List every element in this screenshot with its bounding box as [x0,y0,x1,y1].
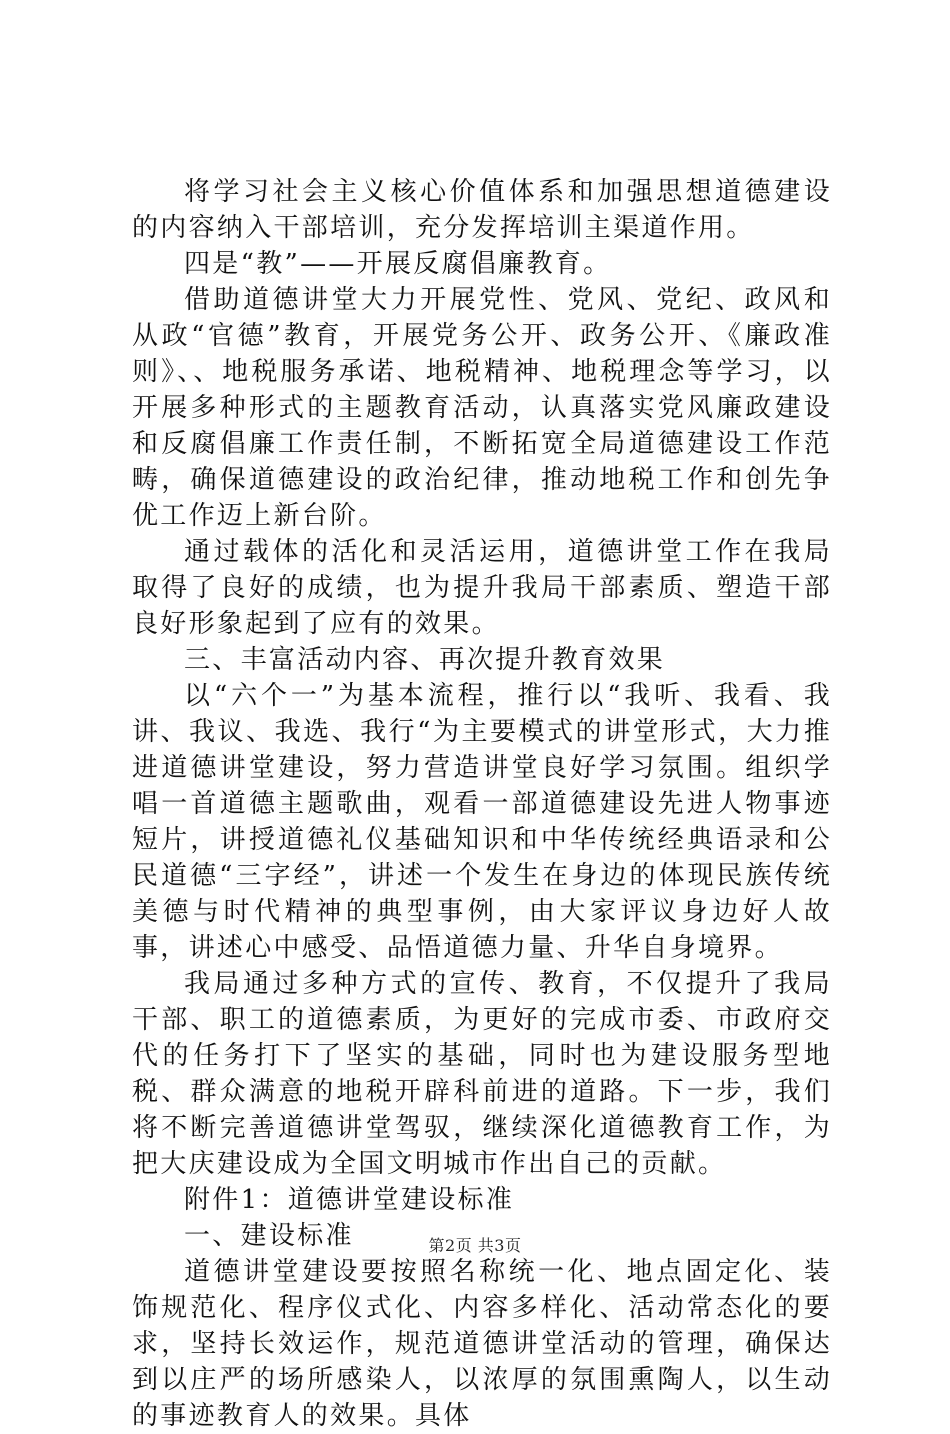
paragraph: 通过载体的活化和灵活运用，道德讲堂工作在我局取得了良好的成绩，也为提升我局干部素质、塑造干部良好形象起到了应有的效果。 [132,537,832,639]
appendix-title: 附件1：道德讲堂建设标准 [184,1185,515,1215]
paragraph: 我局通过多种方式的宣传、教育，不仅提升了我局干部、职工的道德素质，为更好的完成市委、市政府交代的任务打下了坚实的基础，同时也为建设服务型地税、群众满意的地税开辟科前进的道路。下一步，我们将不断完善道德讲堂驾驭，继续深化道德教育工作，为把大庆建设成为全国文明城市作出自己的贡献。 [132,969,832,1179]
section-heading: 三、丰富活动内容、再次提升教育效果 [184,645,666,675]
paragraph: 以“六个一”为基本流程，推行以“我听、我看、我讲、我议、我选、我行“为主要模式的讲堂形式，大力推进道德讲堂建设，努力营造讲堂良好学习氛围。组织学唱一首道德主题歌曲，观看一部道德建设先进人物事迹短片，讲授道德礼仪基础知识和中华传统经典语录和公民道德“三字经”，讲述一个发生在身边的体现民族传统美德与时代精神的典型事例，由大家评议身边好人故事，讲述心中感受、品悟道德力量、升华自身境界。 [132,681,832,963]
paragraph: 道德讲堂建设要按照名称统一化、地点固定化、装饰规范化、程序仪式化、内容多样化、活动常态化的要求，坚持长效运作，规范道德讲堂活动的管理，确保达到以庄严的场所感染人，以浓厚的氛围熏陶人，以生动的事迹教育人的效果。具体 [132,1257,832,1431]
section-heading: 四是“教”——开展反腐倡廉教育。 [184,249,612,279]
paragraph: 借助道德讲堂大力开展党性、党风、党纪、政风和从政“官德”教育，开展党务公开、政务公开、《廉政准则》、、地税服务承诺、地税精神、地税理念等学习，以开展多种形式的主题教育活动，认真落实党风廉政建设和反腐倡廉工作责任制，不断拓宽全局道德建设工作范畴，确保道德建设的政治纪律，推动地税工作和创先争优工作迈上新台阶。 [132,285,832,531]
paragraph: 将学习社会主义核心价值体系和加强思想道德建设的内容纳入干部培训，充分发挥培训主渠道作用。 [132,177,832,243]
section-heading: 一、建设标准 [184,1221,354,1251]
page-footer: 第2页 共3页 [428,1236,522,1255]
